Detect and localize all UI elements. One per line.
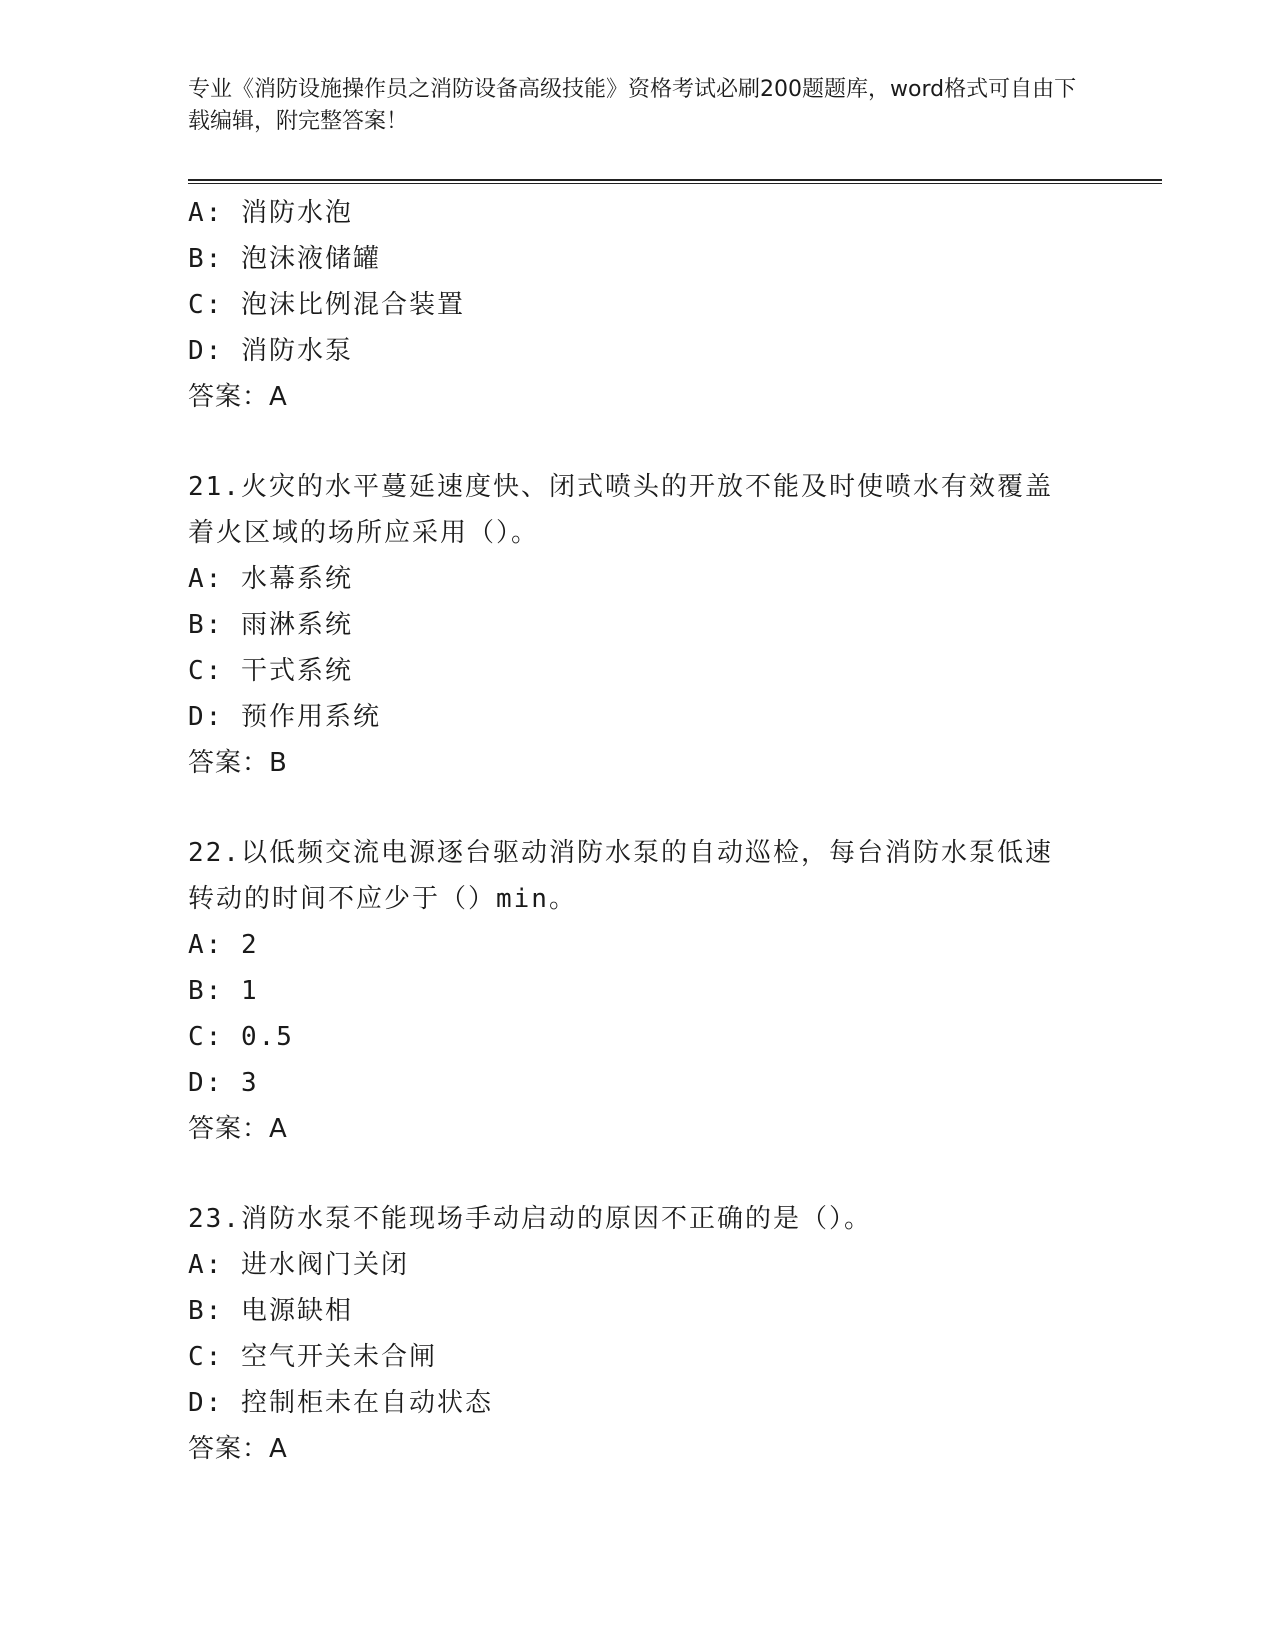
question-text-line-1: 21.火灾的水平蔓延速度快、闭式喷头的开放不能及时使喷水有效覆盖 [188, 472, 1053, 502]
question-text-line-2: 着火区域的场所应采用（）。 [188, 518, 540, 548]
question-block-23 [188, 1196, 1088, 1472]
option-b: B: 1 [188, 976, 259, 1006]
question-block-21 [188, 464, 1088, 786]
option-d: D: 预作用系统 [188, 702, 381, 732]
question-block-22 [188, 830, 1088, 1152]
option-b: B: 雨淋系统 [188, 610, 353, 640]
option-d: D: 控制柜未在自动状态 [188, 1388, 493, 1418]
option-a: A: 水幕系统 [188, 564, 353, 594]
option-a: A: 2 [188, 930, 259, 960]
option-b: B: 电源缺相 [188, 1296, 353, 1326]
option-b: B: 泡沫液储罐 [188, 244, 381, 274]
header-divider [188, 179, 1162, 184]
option-c: C: 空气开关未合闸 [188, 1342, 437, 1372]
option-d: D: 3 [188, 1068, 259, 1098]
question-text-line-2: 转动的时间不应少于（）min。 [188, 884, 577, 914]
question-text-line-1: 22.以低频交流电源逐台驱动消防水泵的自动巡检，每台消防水泵低速 [188, 838, 1053, 868]
question-text-line-1: 23.消防水泵不能现场手动启动的原因不正确的是（）。 [188, 1204, 872, 1234]
question-list [188, 190, 1088, 1472]
option-d: D: 消防水泵 [188, 336, 353, 366]
option-a: A: 消防水泡 [188, 198, 353, 228]
document-header: 专业《消防设施操作员之消防设备高级技能》资格考试必刷200题题库，word格式可自由下载编辑，附完整答案！ [188, 77, 1077, 134]
answer: 答案：B [188, 748, 288, 778]
question-block-20 [188, 190, 1088, 420]
answer: 答案：A [188, 1434, 288, 1464]
answer: 答案：A [188, 1114, 288, 1144]
option-c: C: 0.5 [188, 1022, 294, 1052]
option-c: C: 干式系统 [188, 656, 353, 686]
answer: 答案：A [188, 382, 288, 412]
option-c: C: 泡沫比例混合装置 [188, 290, 465, 320]
option-a: A: 进水阀门关闭 [188, 1250, 409, 1280]
